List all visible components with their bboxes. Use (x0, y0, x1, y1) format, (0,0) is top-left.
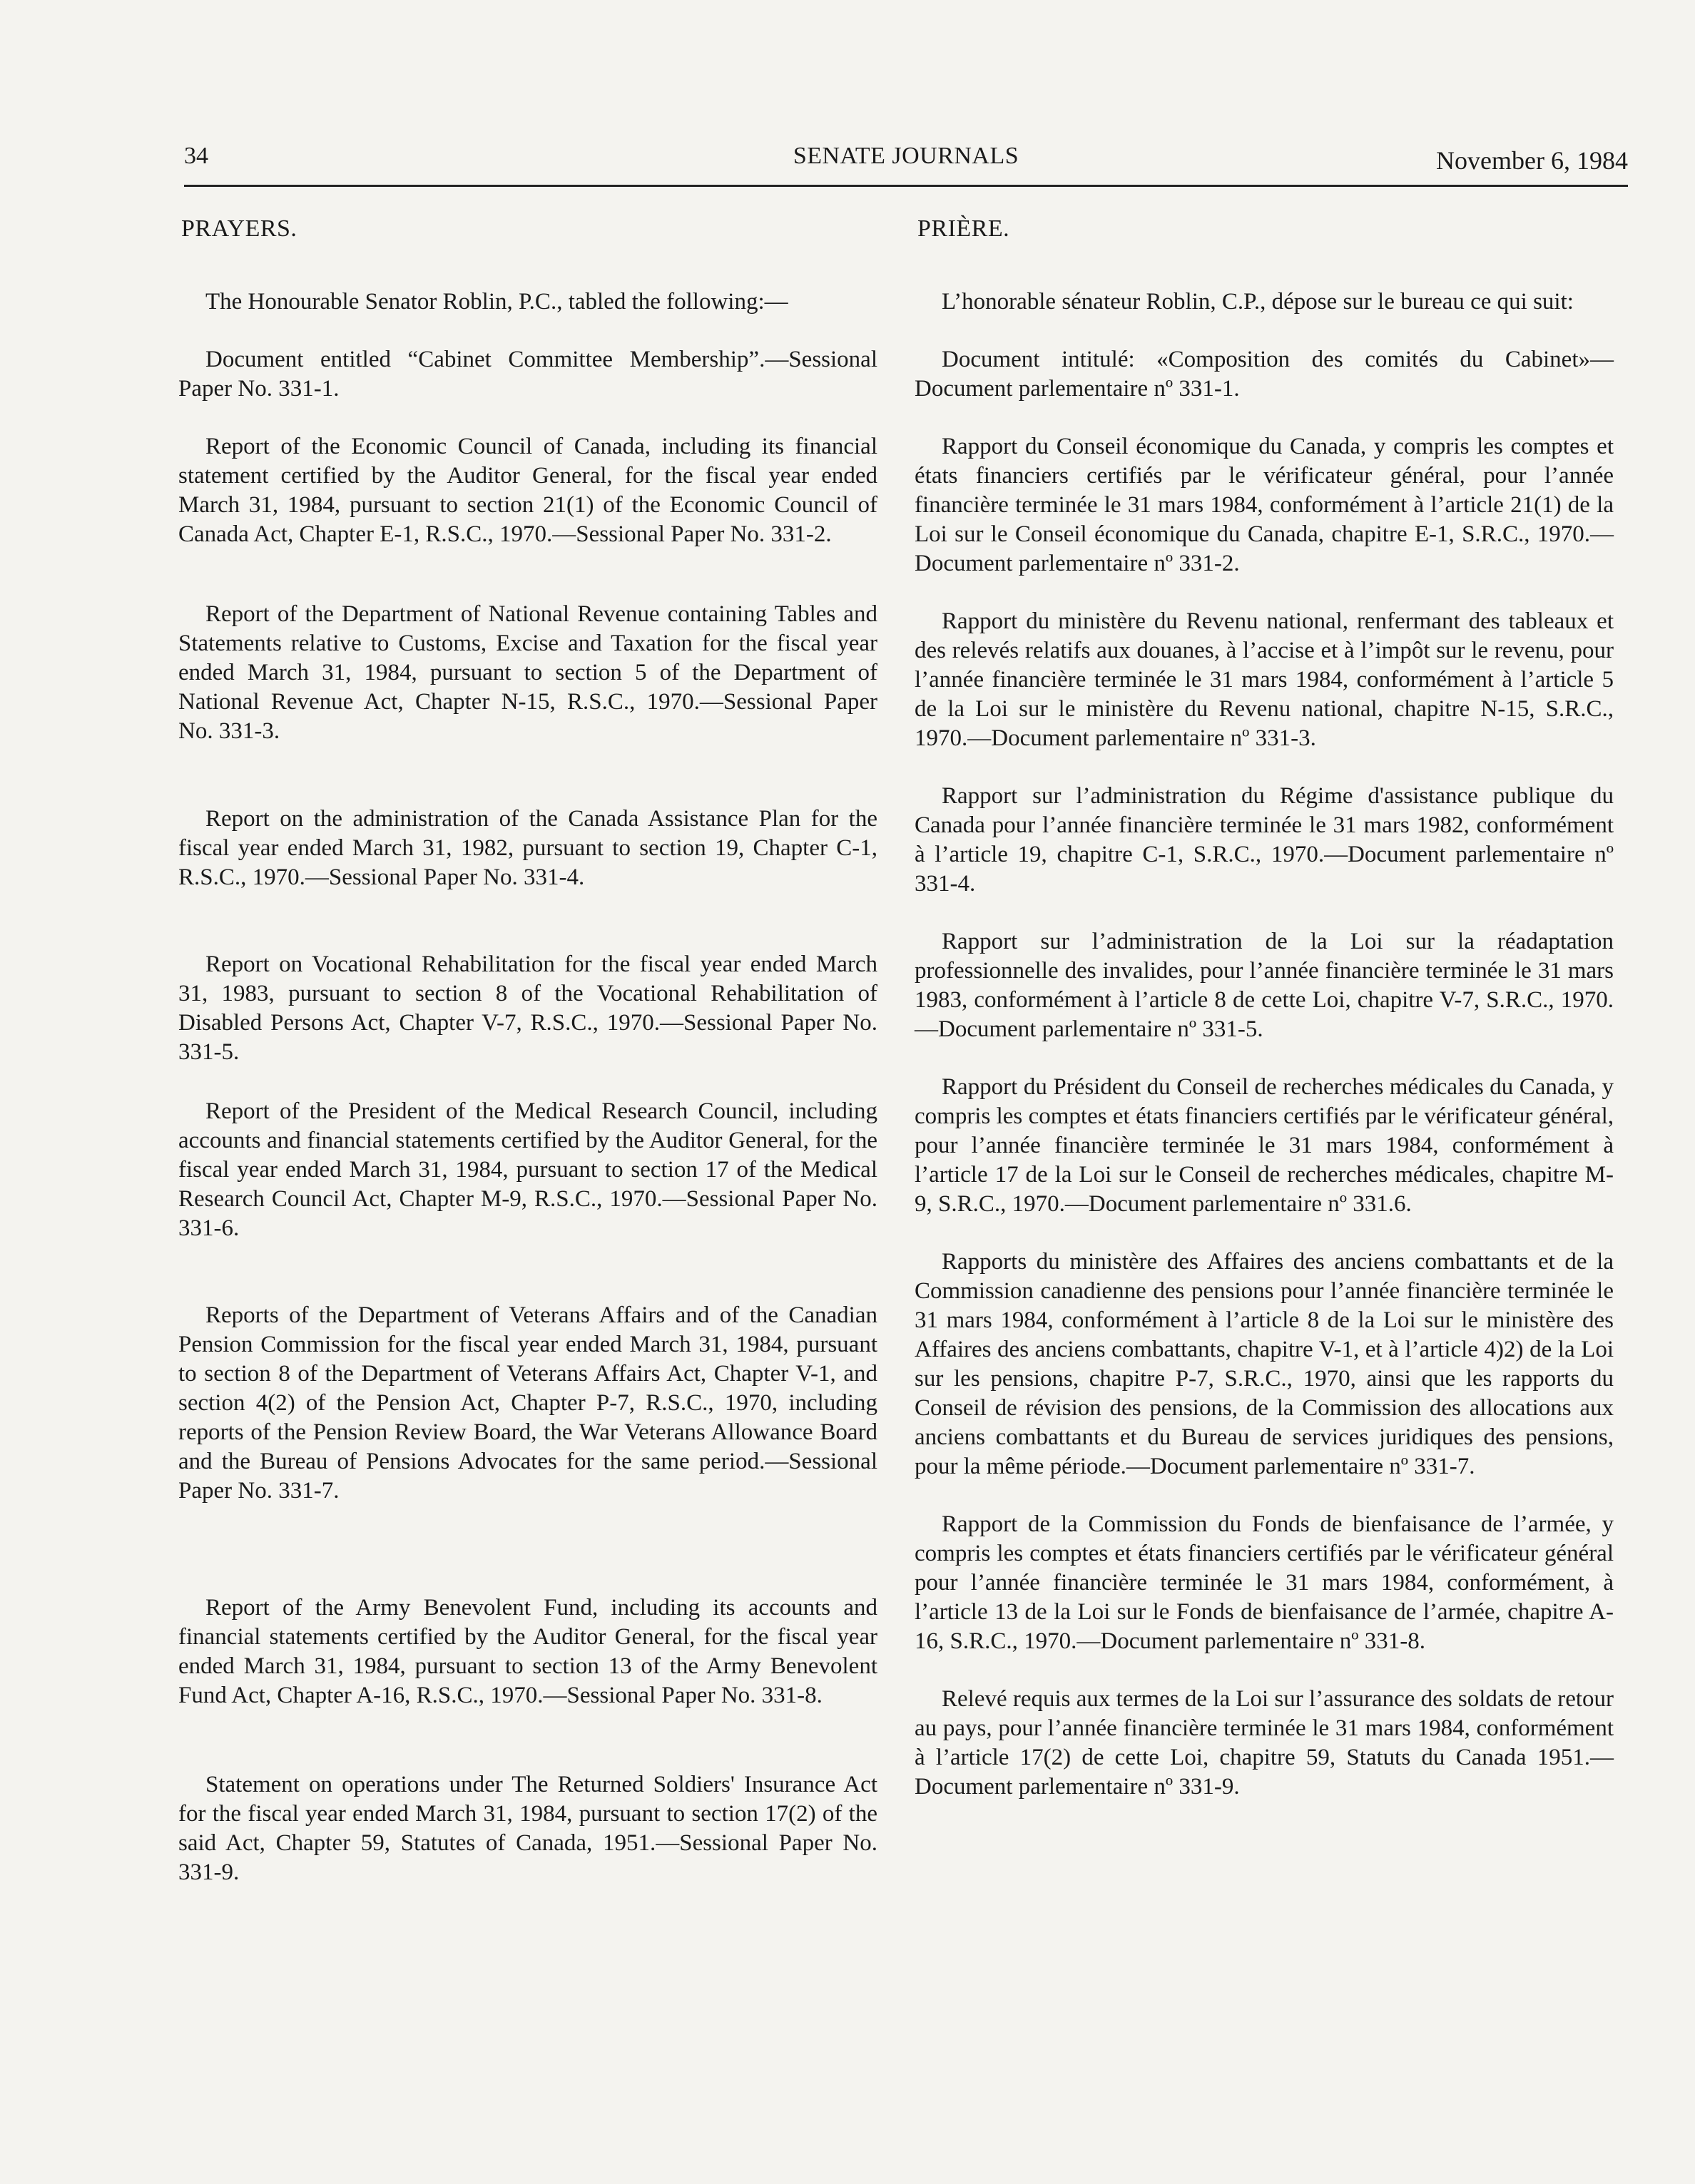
english-para-6: Report on Vocational Rehabilitation for the fiscal year ended March 31, 1983, pursuant to section 8 of the Vocational Rehabilitation of Disabled Persons Act, Chapter V-7, R.S.C., 1970.—Sessional Paper No. 331-5. (178, 951, 877, 1065)
french-para-6: Rapport sur l’administration de la Loi sur la réadaptation professionnelle des invalides, pour l’année financière terminée le 31 mars 1983, conformément à l’article 8 de cette Loi, chapitre V-7, S.R.C., 1970.—Document parlementaire nº 331-5. (915, 929, 1614, 1042)
journal-title: SENATE JOURNALS (793, 143, 1019, 169)
english-para-3: Report of the Economic Council of Canada, including its financial statement certified by the Auditor General, for the fiscal year ended March 31, 1984, pursuant to section 21(1) of the Economic Council of Canada Act, Chapter E-1, R.S.C., 1970.—Sessional Paper No. 331-2. (178, 434, 877, 547)
journal-date: November 6, 1984 (1436, 146, 1628, 175)
english-para-9: Report of the Army Benevolent Fund, including its accounts and financial statements certified by the Auditor General, for the fiscal year ended March 31, 1984, pursuant to section 13 of the Army Benevolent Fund Act, Chapter A-16, R.S.C., 1970.—Sessional Paper No. 331-8. (178, 1595, 877, 1708)
english-para-10: Statement on operations under The Returned Soldiers' Insurance Act for the fiscal year ended March 31, 1984, pursuant to section 17(2) of the said Act, Chapter 59, Statutes of Canada, 1951.—Sessional Paper No. 331-9. (178, 1772, 877, 1885)
english-heading: PRAYERS. (181, 215, 297, 242)
page-number: 34 (184, 143, 208, 169)
french-para-5: Rapport sur l’administration du Régime d'assistance publique du Canada pour l’année financière terminée le 31 mars 1982, conformément à l’article 19, chapitre C-1, S.R.C., 1970.—Document parlementaire nº 331-4. (915, 783, 1614, 897)
french-column (915, 214, 1614, 1802)
english-para-1: The Honourable Senator Roblin, P.C., tabled the following:— (205, 289, 788, 315)
french-para-9: Rapport de la Commission du Fonds de bienfaisance de l’armée, y compris les comptes et états financiers certifiés par le vérificateur général pour l’année financière terminée le 31 mars 1984, conformément, à l’article 13 de la Loi sur le Fonds de bienfaisance de l’armée, chapitre A-16, S.R.C., 1970.—Document parlementaire nº 331-8. (915, 1511, 1614, 1654)
french-para-10: Relevé requis aux termes de la Loi sur l’assurance des soldats de retour au pays, pour l’année financière terminée le 31 mars 1984, conformément à l’article 17(2) de cette Loi, chapitre 59, Statuts du Canada 1951.—Document parlementaire nº 331-9. (915, 1686, 1614, 1800)
french-para-1: L’honorable sénateur Roblin, C.P., dépose sur le bureau ce qui suit: (942, 289, 1574, 315)
french-para-3: Rapport du Conseil économique du Canada, y compris les comptes et états financiers certifiés par le vérificateur général, pour l’année financière terminée le 31 mars 1984, conformément à l’article 21(1) de la Loi sur le Conseil économique du Canada, chapitre E-1, S.R.C., 1970.—Document parlementaire nº 331-2. (915, 434, 1614, 576)
page-header (184, 143, 1628, 178)
french-para-7: Rapport du Président du Conseil de recherches médicales du Canada, y compris les comptes et états financiers certifiés par le vérificateur général, pour l’année financière terminée le 31 mars 1984, conformément à l’article 17 de la Loi sur le Conseil de recherches médicales, chapitre M-9, S.R.C., 1970.—Document parlementaire nº 331.6. (915, 1074, 1614, 1217)
french-para-2: Document intitulé: «Composition des comités du Cabinet»—Document parlementaire nº 331-1. (915, 347, 1614, 402)
header-rule (184, 185, 1628, 187)
english-para-5: Report on the administration of the Canada Assistance Plan for the fiscal year ended March 31, 1982, pursuant to section 19, Chapter C-1, R.S.C., 1970.—Sessional Paper No. 331-4. (178, 806, 877, 890)
english-para-7: Report of the President of the Medical Research Council, including accounts and financial statements certified by the Auditor General, for the fiscal year ended March 31, 1984, pursuant to section 17 of the Medical Research Council Act, Chapter M-9, R.S.C., 1970.—Sessional Paper No. 331-6. (178, 1098, 877, 1241)
english-para-4: Report of the Department of National Revenue containing Tables and Statements relative to Customs, Excise and Taxation for the fiscal year ended March 31, 1984, pursuant to section 5 of the Department of National Revenue Act, Chapter N-15, R.S.C., 1970.—Sessional Paper No. 331-3. (178, 601, 877, 744)
french-para-8: Rapports du ministère des Affaires des anciens combattants et de la Commission canadienne des pensions pour l’année financière terminée le 31 mars 1984, conformément à l’article 8 de la Loi sur le ministère des Affaires des anciens combattants, chapitre V-1, et à l’article 4)2) de la Loi sur les pensions, chapitre P-7, S.R.C., 1970, ainsi que les rapports du Conseil de révision des pensions, de la Commission des allocations aux anciens combattants et du Bureau de services juridiques des pensions, pour la même période.—Document parlementaire nº 331-7. (915, 1249, 1614, 1479)
french-para-4: Rapport du ministère du Revenu national, renfermant des tableaux et des relevés relatifs aux douanes, à l’accise et à l’impôt sur le revenu, pour l’année financière terminée le 31 mars 1984, conformément à l’article 5 de la Loi sur le ministère du Revenu national, chapitre N-15, S.R.C., 1970.—Document parlementaire nº 331-3. (915, 608, 1614, 751)
english-para-8: Reports of the Department of Veterans Affairs and of the Canadian Pension Commission for the fiscal year ended March 31, 1984, pursuant to section 8 of the Department of Veterans Affairs Act, Chapter V-1, and section 4(2) of the Pension Act, Chapter P-7, R.S.C., 1970, including reports of the Pension Review Board, the War Veterans Allowance Board and the Bureau of Pensions Advocates for the same period.—Sessional Paper No. 331-7. (178, 1302, 877, 1504)
french-heading: PRIÈRE. (917, 215, 1010, 242)
english-para-2: Document entitled “Cabinet Committee Membership”.—Sessional Paper No. 331-1. (178, 347, 877, 402)
english-column (178, 214, 877, 1887)
